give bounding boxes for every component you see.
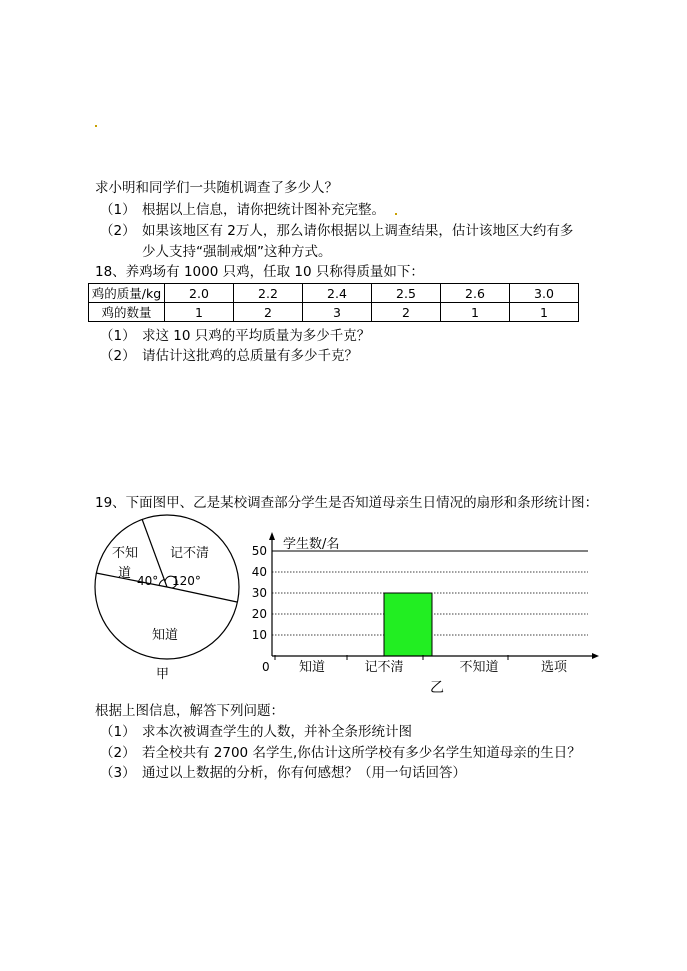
chart-caption: 乙 (430, 680, 444, 696)
item-number: （2） (100, 745, 136, 761)
q19-item-3 (100, 764, 466, 782)
y-tick-label: 50 (251, 544, 267, 558)
pie-angle-120: 120° (172, 574, 201, 588)
item-text: 通过以上数据的分析，你有何感想？（用一句话回答） (142, 765, 466, 781)
pie-divider-right (167, 587, 237, 602)
table-cell: 1 (441, 303, 510, 322)
table-cell: 2.2 (234, 284, 303, 303)
pie-label-dao: 道 (118, 566, 132, 581)
tick-labels (252, 544, 499, 675)
table-row (89, 303, 579, 322)
table-cell: 3 (303, 303, 372, 322)
item-text: 若全校共有 2700 名学生,你估计这所学校有多少名学生知道母亲的生日？ (142, 745, 581, 761)
y-tick-label: 10 (251, 628, 267, 642)
table-cell: 2 (234, 303, 303, 322)
x-axis-arrow (592, 653, 599, 659)
angle-arc-40 (159, 580, 164, 586)
table-cell: 1 (510, 303, 579, 322)
chicken-weight-table (88, 283, 579, 322)
item-number: （2） (100, 223, 136, 239)
table-cell: 3.0 (510, 284, 579, 303)
y-tick-label: 30 (251, 586, 267, 600)
q19-after: 根据上图信息，解答下列问题： (95, 703, 284, 719)
table-cell: 2.0 (165, 284, 234, 303)
table-cell: 2.4 (303, 284, 372, 303)
decorative-dot (95, 125, 97, 127)
q17-item-2 (100, 222, 573, 240)
item-text: 请估计这批鸡的总质量有多少千克？ (142, 348, 358, 364)
q17-item-1 (100, 201, 385, 219)
q18-title: 18、养鸡场有 1000 只鸡，任取 10 只称得质量如下： (95, 264, 424, 280)
pie-caption: 甲 (156, 667, 170, 682)
q17-item-2-continued: 少人支持“强制戒烟”这种方式。 (142, 244, 332, 260)
q17-intro: 求小明和同学们一共随机调查了多少人？ (95, 180, 338, 196)
y-axis-arrow (269, 532, 275, 540)
item-text: 求这 10 只鸡的平均质量为多少千克？ (142, 328, 371, 344)
origin-label: 0 (262, 660, 270, 674)
y-tick-label: 20 (251, 607, 267, 621)
x-axis-label: 选项 (541, 660, 568, 675)
bar-chart (250, 528, 600, 698)
table-cell: 1 (165, 303, 234, 322)
y-tick-label: 40 (251, 565, 267, 579)
item-number: （1） (100, 724, 136, 740)
item-number: （1） (100, 202, 136, 218)
table-header-weight: 鸡的质量/kg (89, 284, 165, 303)
q18-item-1 (100, 327, 370, 345)
decorative-dot (395, 213, 397, 215)
table-header-count: 鸡的数量 (89, 303, 165, 322)
item-number: （2） (100, 348, 136, 364)
item-number: （3） (100, 765, 136, 781)
pie-angle-40: 40° (137, 574, 159, 588)
x-tick-label: 知道 (298, 660, 326, 675)
pie-label-zhidao: 知道 (152, 628, 179, 643)
pie-label-bu: 不知 (112, 546, 139, 561)
table-cell: 2.6 (441, 284, 510, 303)
y-axis-label: 学生数/名 (283, 537, 340, 552)
table-row (89, 284, 579, 303)
item-number: （1） (100, 328, 136, 344)
q19-title: 19、下面图甲、乙是某校调查部分学生是否知道母亲生日情况的扇形和条形统计图： (95, 495, 599, 511)
x-tick-label: 记不清 (364, 660, 404, 675)
q18-item-2 (100, 347, 358, 365)
item-text: 如果该地区有 2万人，那么请你根据以上调查结果，估计该地区大约有多 (142, 223, 574, 239)
pie-label-jibuqing: 记不清 (170, 546, 210, 561)
pie-chart (90, 512, 250, 682)
table-cell: 2.5 (372, 284, 441, 303)
bar-记不清 (384, 593, 432, 656)
table-cell: 2 (372, 303, 441, 322)
item-text: 求本次被调查学生的人数，并补全条形统计图 (142, 724, 412, 740)
x-tick-label: 不知道 (459, 660, 499, 675)
q19-item-2 (100, 744, 581, 762)
q19-item-1 (100, 723, 412, 741)
item-text: 根据以上信息，请你把统计图补充完整。 (142, 202, 385, 218)
bars (384, 593, 432, 656)
